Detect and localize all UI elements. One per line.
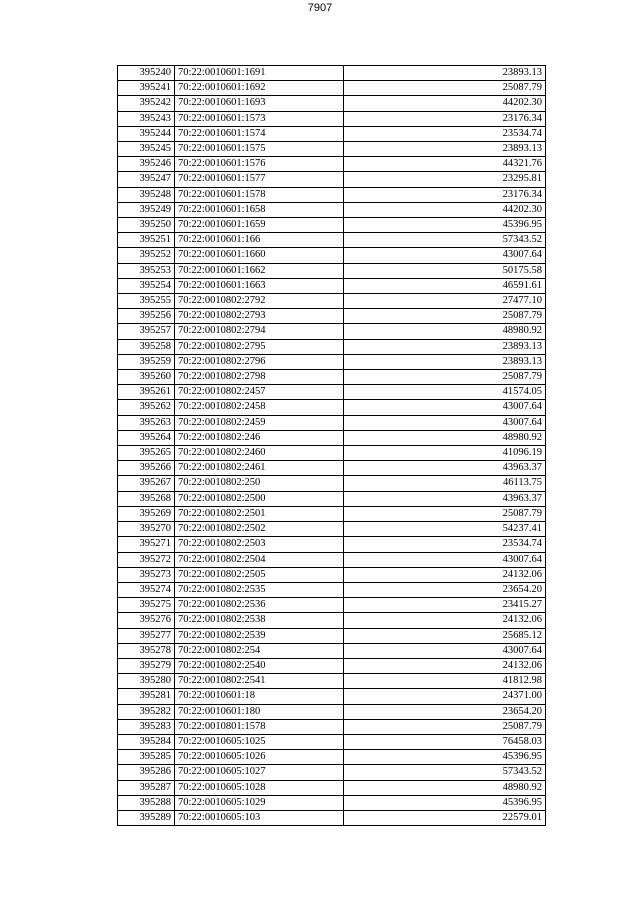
page-number: 7907 — [307, 2, 333, 14]
value-cell: 24132.06 — [344, 613, 546, 628]
row-number-cell: 395257 — [118, 324, 175, 339]
cadastral-number-cell: 70:22:0010802:254 — [175, 643, 344, 658]
value-cell: 24132.06 — [344, 567, 546, 582]
row-number-cell: 395268 — [118, 491, 175, 506]
row-number-cell: 395279 — [118, 658, 175, 673]
value-cell: 25685.12 — [344, 628, 546, 643]
value-cell: 48980.92 — [344, 430, 546, 445]
row-number-cell: 395258 — [118, 339, 175, 354]
cadastral-number-cell: 70:22:0010605:1026 — [175, 750, 344, 765]
row-number-cell: 395286 — [118, 765, 175, 780]
row-number-cell: 395288 — [118, 795, 175, 810]
value-cell: 25087.79 — [344, 506, 546, 521]
cadastral-number-cell: 70:22:0010601:1658 — [175, 202, 344, 217]
value-cell: 23893.13 — [344, 354, 546, 369]
row-number-cell: 395260 — [118, 370, 175, 385]
value-cell: 45396.95 — [344, 218, 546, 233]
value-cell: 50175.58 — [344, 263, 546, 278]
cadastral-number-cell: 70:22:0010601:1574 — [175, 126, 344, 141]
table-row — [118, 233, 546, 248]
row-number-cell: 395249 — [118, 202, 175, 217]
value-cell: 57343.52 — [344, 233, 546, 248]
row-number-cell: 395242 — [118, 96, 175, 111]
value-cell: 23534.74 — [344, 126, 546, 141]
cadastral-number-cell: 70:22:0010802:2540 — [175, 658, 344, 673]
value-cell: 44321.76 — [344, 157, 546, 172]
cadastral-number-cell: 70:22:0010605:1027 — [175, 765, 344, 780]
cadastral-number-cell: 70:22:0010601:18 — [175, 689, 344, 704]
value-cell: 43007.64 — [344, 643, 546, 658]
value-cell: 48980.92 — [344, 324, 546, 339]
value-cell: 48980.92 — [344, 780, 546, 795]
table-row — [118, 354, 546, 369]
cadastral-number-cell: 70:22:0010605:1028 — [175, 780, 344, 795]
cadastral-number-cell: 70:22:0010802:2793 — [175, 309, 344, 324]
row-number-cell: 395245 — [118, 142, 175, 157]
cadastral-number-cell: 70:22:0010802:2796 — [175, 354, 344, 369]
table-row — [118, 613, 546, 628]
table-row — [118, 506, 546, 521]
value-cell: 24132.06 — [344, 658, 546, 673]
cadastral-number-cell: 70:22:0010802:2792 — [175, 294, 344, 309]
row-number-cell: 395254 — [118, 278, 175, 293]
table-row — [118, 96, 546, 111]
registry-table — [117, 65, 546, 826]
value-cell: 44202.30 — [344, 96, 546, 111]
value-cell: 76458.03 — [344, 734, 546, 749]
value-cell: 43963.37 — [344, 491, 546, 506]
row-number-cell: 395277 — [118, 628, 175, 643]
row-number-cell: 395271 — [118, 537, 175, 552]
cadastral-number-cell: 70:22:0010802:2500 — [175, 491, 344, 506]
row-number-cell: 395275 — [118, 598, 175, 613]
row-number-cell: 395276 — [118, 613, 175, 628]
cadastral-number-cell: 70:22:0010601:1662 — [175, 263, 344, 278]
row-number-cell: 395261 — [118, 385, 175, 400]
cadastral-number-cell: 70:22:0010601:1576 — [175, 157, 344, 172]
value-cell: 23893.13 — [344, 142, 546, 157]
row-number-cell: 395241 — [118, 81, 175, 96]
value-cell: 25087.79 — [344, 370, 546, 385]
cadastral-number-cell: 70:22:0010601:1578 — [175, 187, 344, 202]
cadastral-number-cell: 70:22:0010605:1029 — [175, 795, 344, 810]
table-row — [118, 476, 546, 491]
cadastral-number-cell: 70:22:0010802:2503 — [175, 537, 344, 552]
value-cell: 46113.75 — [344, 476, 546, 491]
row-number-cell: 395240 — [118, 66, 175, 81]
table-row — [118, 385, 546, 400]
table-row — [118, 719, 546, 734]
table-row — [118, 658, 546, 673]
row-number-cell: 395255 — [118, 294, 175, 309]
cadastral-number-cell: 70:22:0010601:1663 — [175, 278, 344, 293]
cadastral-number-cell: 70:22:0010802:2795 — [175, 339, 344, 354]
table-row — [118, 157, 546, 172]
value-cell: 25087.79 — [344, 81, 546, 96]
cadastral-number-cell: 70:22:0010601:1659 — [175, 218, 344, 233]
row-number-cell: 395251 — [118, 233, 175, 248]
table-row — [118, 430, 546, 445]
table-row — [118, 810, 546, 825]
value-cell: 23534.74 — [344, 537, 546, 552]
table-row — [118, 202, 546, 217]
row-number-cell: 395266 — [118, 461, 175, 476]
row-number-cell: 395269 — [118, 506, 175, 521]
table-row — [118, 461, 546, 476]
row-number-cell: 395243 — [118, 111, 175, 126]
cadastral-number-cell: 70:22:0010802:2504 — [175, 552, 344, 567]
table-row — [118, 400, 546, 415]
value-cell: 23893.13 — [344, 66, 546, 81]
row-number-cell: 395259 — [118, 354, 175, 369]
cadastral-number-cell: 70:22:0010802:2502 — [175, 522, 344, 537]
row-number-cell: 395282 — [118, 704, 175, 719]
value-cell: 45396.95 — [344, 750, 546, 765]
value-cell: 43007.64 — [344, 248, 546, 263]
table-row — [118, 218, 546, 233]
row-number-cell: 395248 — [118, 187, 175, 202]
table-row — [118, 324, 546, 339]
cadastral-number-cell: 70:22:0010605:103 — [175, 810, 344, 825]
row-number-cell: 395274 — [118, 582, 175, 597]
cadastral-number-cell: 70:22:0010601:1691 — [175, 66, 344, 81]
value-cell: 25087.79 — [344, 719, 546, 734]
table-row — [118, 704, 546, 719]
table-row — [118, 339, 546, 354]
table-row — [118, 552, 546, 567]
cadastral-number-cell: 70:22:0010802:246 — [175, 430, 344, 445]
table-row — [118, 689, 546, 704]
value-cell: 41812.98 — [344, 674, 546, 689]
value-cell: 23654.20 — [344, 704, 546, 719]
row-number-cell: 395250 — [118, 218, 175, 233]
value-cell: 27477.10 — [344, 294, 546, 309]
row-number-cell: 395256 — [118, 309, 175, 324]
value-cell: 44202.30 — [344, 202, 546, 217]
cadastral-number-cell: 70:22:0010802:2536 — [175, 598, 344, 613]
row-number-cell: 395281 — [118, 689, 175, 704]
table-row — [118, 126, 546, 141]
row-number-cell: 395289 — [118, 810, 175, 825]
row-number-cell: 395283 — [118, 719, 175, 734]
row-number-cell: 395244 — [118, 126, 175, 141]
cadastral-number-cell: 70:22:0010802:2459 — [175, 415, 344, 430]
cadastral-number-cell: 70:22:0010601:1660 — [175, 248, 344, 263]
row-number-cell: 395280 — [118, 674, 175, 689]
row-number-cell: 395264 — [118, 430, 175, 445]
value-cell: 25087.79 — [344, 309, 546, 324]
cadastral-number-cell: 70:22:0010802:2798 — [175, 370, 344, 385]
table-row — [118, 522, 546, 537]
registry-table-body — [118, 66, 546, 826]
table-row — [118, 491, 546, 506]
row-number-cell: 395270 — [118, 522, 175, 537]
table-row — [118, 81, 546, 96]
cadastral-number-cell: 70:22:0010802:2538 — [175, 613, 344, 628]
cadastral-number-cell: 70:22:0010802:2539 — [175, 628, 344, 643]
cadastral-number-cell: 70:22:0010601:1577 — [175, 172, 344, 187]
value-cell: 54237.41 — [344, 522, 546, 537]
table-row — [118, 537, 546, 552]
table-row — [118, 415, 546, 430]
value-cell: 45396.95 — [344, 795, 546, 810]
cadastral-number-cell: 70:22:0010802:2461 — [175, 461, 344, 476]
table-row — [118, 567, 546, 582]
row-number-cell: 395284 — [118, 734, 175, 749]
value-cell: 23893.13 — [344, 339, 546, 354]
cadastral-number-cell: 70:22:0010802:2458 — [175, 400, 344, 415]
table-row — [118, 142, 546, 157]
cadastral-number-cell: 70:22:0010802:2460 — [175, 446, 344, 461]
table-row — [118, 111, 546, 126]
value-cell: 57343.52 — [344, 765, 546, 780]
table-row — [118, 446, 546, 461]
cadastral-number-cell: 70:22:0010802:2535 — [175, 582, 344, 597]
row-number-cell: 395287 — [118, 780, 175, 795]
value-cell: 43007.64 — [344, 415, 546, 430]
cadastral-number-cell: 70:22:0010601:1573 — [175, 111, 344, 126]
table-row — [118, 370, 546, 385]
row-number-cell: 395253 — [118, 263, 175, 278]
row-number-cell: 395278 — [118, 643, 175, 658]
table-row — [118, 263, 546, 278]
cadastral-number-cell: 70:22:0010802:2541 — [175, 674, 344, 689]
value-cell: 23654.20 — [344, 582, 546, 597]
table-row — [118, 598, 546, 613]
cadastral-number-cell: 70:22:0010601:166 — [175, 233, 344, 248]
table-row — [118, 780, 546, 795]
value-cell: 23295.81 — [344, 172, 546, 187]
table-row — [118, 187, 546, 202]
table-row — [118, 582, 546, 597]
cadastral-number-cell: 70:22:0010601:1693 — [175, 96, 344, 111]
cadastral-number-cell: 70:22:0010802:250 — [175, 476, 344, 491]
value-cell: 41096.19 — [344, 446, 546, 461]
row-number-cell: 395273 — [118, 567, 175, 582]
row-number-cell: 395272 — [118, 552, 175, 567]
value-cell: 43007.64 — [344, 552, 546, 567]
cadastral-number-cell: 70:22:0010802:2457 — [175, 385, 344, 400]
cadastral-number-cell: 70:22:0010601:180 — [175, 704, 344, 719]
value-cell: 23176.34 — [344, 111, 546, 126]
table-row — [118, 628, 546, 643]
cadastral-number-cell: 70:22:0010802:2501 — [175, 506, 344, 521]
table-row — [118, 643, 546, 658]
table-row — [118, 309, 546, 324]
row-number-cell: 395262 — [118, 400, 175, 415]
cadastral-number-cell: 70:22:0010605:1025 — [175, 734, 344, 749]
value-cell: 41574.05 — [344, 385, 546, 400]
value-cell: 22579.01 — [344, 810, 546, 825]
cadastral-number-cell: 70:22:0010601:1692 — [175, 81, 344, 96]
cadastral-number-cell: 70:22:0010801:1578 — [175, 719, 344, 734]
value-cell: 23415.27 — [344, 598, 546, 613]
table-row — [118, 248, 546, 263]
row-number-cell: 395263 — [118, 415, 175, 430]
row-number-cell: 395246 — [118, 157, 175, 172]
table-row — [118, 765, 546, 780]
table-row — [118, 172, 546, 187]
table-row — [118, 750, 546, 765]
value-cell: 43007.64 — [344, 400, 546, 415]
table-row — [118, 674, 546, 689]
row-number-cell: 395265 — [118, 446, 175, 461]
table-row — [118, 734, 546, 749]
row-number-cell: 395247 — [118, 172, 175, 187]
table-row — [118, 66, 546, 81]
table-row — [118, 795, 546, 810]
cadastral-number-cell: 70:22:0010802:2794 — [175, 324, 344, 339]
row-number-cell: 395267 — [118, 476, 175, 491]
table-row — [118, 278, 546, 293]
row-number-cell: 395252 — [118, 248, 175, 263]
value-cell: 24371.00 — [344, 689, 546, 704]
cadastral-number-cell: 70:22:0010802:2505 — [175, 567, 344, 582]
table-row — [118, 294, 546, 309]
value-cell: 43963.37 — [344, 461, 546, 476]
value-cell: 46591.61 — [344, 278, 546, 293]
cadastral-number-cell: 70:22:0010601:1575 — [175, 142, 344, 157]
row-number-cell: 395285 — [118, 750, 175, 765]
value-cell: 23176.34 — [344, 187, 546, 202]
